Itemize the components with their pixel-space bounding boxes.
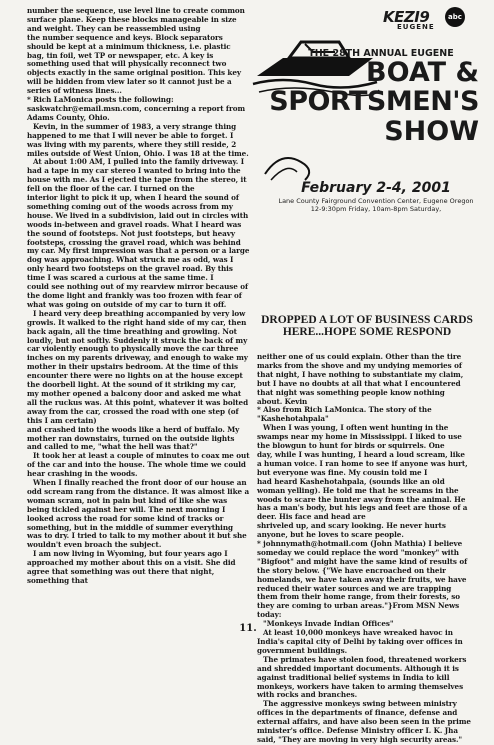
- paragraph: had heard Kashehotahpala, (sounds like an old woman yelling). He told me that he screams in the woods to scare the hunter away from the animal. He has a man's body, but his legs and feet are those of a deer. His face and head are: [257, 476, 468, 522]
- paragraph: When I was young, I often went hunting in the swamps near my home in Mississippi. I liked to use the blowgun to hunt for birds or squirrels. One: [257, 423, 462, 451]
- show-venue: Lane County Fairground Convention Center, Eugene Oregon 12-9:30pm Friday, 10am-8pm Saturday,: [278, 197, 474, 213]
- paragraph: day, while I was hunting, I heard a loud scream, like a human voice. I ran home to see if anyone was hurt, but everyone was fine. My cousin told me I: [257, 449, 468, 477]
- paragraph: neither one of us could explain. Other than the tire marks from the shove and my undying memories of that night, I have nothing to substantiate my claim, but I have no doubts at all that what I encountered that night was something people know nothing about. Kevin: [257, 352, 464, 406]
- show-title-line-2: SPORTSMEN'S: [269, 86, 479, 117]
- paragraph: minister's office. Defense Ministry officer I. K. Jha said, "They are moving in very high security areas.": [257, 726, 463, 744]
- paragraph: the number sequence and keys. Block separators should be kept at a minimum thickness, i.e. plastic bag, tin foil, wet TP or newspaper, etc. A key is something used that will physically reconnect two: [27, 32, 231, 69]
- paragraph: When I finally reached the front door of our house an odd scream rang from the distance. It was almost like a woman scram, not in pain but kind of like she was being tickled against her will. The next morning I looked across the road for some kind of tracks or something, but in the middle of summer everything was to dry. I tried to talk to my mother about it but she wouldn't even broach the subject.: [27, 478, 250, 550]
- business-cards-notice: DROPPED A LOT OF BUSINESS CARDS HERE...HOPE SOME RESPOND: [261, 314, 473, 338]
- station-city: EUGENE: [397, 23, 435, 31]
- show-dates: February 2-4, 2001: [301, 180, 451, 196]
- page-number: 11.: [239, 623, 257, 634]
- show-subtitle: THE 28TH ANNUAL EUGENE: [308, 48, 454, 59]
- paragraph: Kevin, in the summer of 1983, a very strange thing happened to me that I will never be able to forget. I was living with my parents, where they still reside, 2 miles outside of West Union, Ohio. I was 18 at the time.: [27, 121, 249, 158]
- paragraph: I am now living in Wyoming, but four years ago I approached my mother about this on a visit. She did agree that something was out there that night, something that: [27, 549, 236, 585]
- paragraph: objects exactly in the same original position. This key will be hidden from view later so it cannot just be a series of witness lines...: [27, 68, 242, 96]
- email-reference: saskwatchr@email.msn.com, concerning a report from Adams County, Ohio.: [27, 103, 245, 122]
- paragraph: could see nothing out of my rearview mirror because of the dome light and frankly was too frozen with fear of what was going on outside of my car to turn it off.: [27, 282, 249, 309]
- paragraph: number the sequence, use level line to create common surface plane. Keep these blocks manageable in size and weight. They can be reassembled using: [27, 6, 245, 33]
- left-column: [27, 7, 250, 586]
- paragraph: At least 10,000 monkeys have wreaked havoc in India's capital city of Delhi by taking over offices in government buildings.: [257, 628, 463, 655]
- right-column: [257, 353, 471, 745]
- kezi-logo: [383, 8, 473, 32]
- show-title-line-1: BOAT &: [366, 57, 479, 88]
- decorative-swirl-icon: [261, 144, 321, 184]
- paragraph: and crashed into the woods like a herd of buffalo. My mother ran downstairs, turned on the outside lights and called to me, "what the hell was that?": [27, 424, 240, 452]
- paragraph: The primates have stolen food, threatened workers and shredded important documents. Although it is against traditional belief systems in India to kill monkeys, workers have taken to arming themselves with rocks and branches.: [257, 654, 467, 700]
- paragraph: The aggressive monkeys swing between ministry offices in the departments of finance, defense and external affairs, and have also been seen in the prime: [257, 699, 471, 727]
- paragraph: It took her at least a couple of minutes to coax me out of the car and into the house. The whole time we could hear crashing in the woods.: [27, 451, 250, 479]
- paragraph: shriveled up, and scary looking. He never hurts anyone, but he loves to scare people.: [257, 521, 446, 540]
- paragraph: * Also from Rich LaMonica. The story of the "Kashehotahpala": [257, 405, 432, 424]
- show-title-line-3: SHOW: [384, 116, 479, 147]
- station-name: KEZI9: [383, 8, 430, 26]
- abc-logo-icon: abc: [445, 7, 465, 27]
- paragraph: I heard very deep breathing accompanied by very low growls. It walked to the right hand side of my car, then back again, all the time breathing and growling. Not loudly, but not softly. Suddenly it struck the back of my car violently enough to physically move the car three inches on my parents driveway, and enough to wake my mother in their upstairs bedroom. At the time of this encounter there were no lights on at the house except the doorbell light. At the sound of it striking my car, my mother opened a balcony door and asked me what all the ruckus was. At this point, whatever it was bolted away from the car, crossed the road with one step (of this I am certain): [27, 308, 249, 425]
- paragraph: * johnnymath@hotmail.com (John Mathia) I believe someday we could replace the word "monkey" with "Bigfoot" and might have the same kind of results of the story below. {"We have encroached on their homelands, we have taken away their fruits, we have reduced their water sources and we are trapping them from their home range, from their forests, so they are coming to urban areas."}From MSN News today:: [257, 539, 468, 620]
- paragraph: * Rich LaMonica posts the following:: [27, 95, 174, 105]
- boat-show-advertisement: [253, 4, 479, 308]
- paragraph: interior light to pick it up, when I heard the sound of something coming out of the woods across from my house. We lived in a subdivision, laid out in circles with woods in-between and gravel roads. What I heard was the sound of footsteps. Not just footsteps, but heavy footsteps, crossing the gravel road, which was behind my car. My first impression was that a person or a large dog was approaching. What struck me as odd, was I only heard two footsteps on the gravel road. By this time I was scared a curious at the same time. I: [27, 193, 250, 283]
- article-headline: "Monkeys Invade Indian Offices": [263, 619, 394, 629]
- paragraph: At about 1:00 AM, I pulled into the family driveway. I had a tape in my car stereo I wanted to bring into the house with me. As I ejected the tape from the stereo, it fell on the floor of the car. I turned on the: [27, 157, 247, 194]
